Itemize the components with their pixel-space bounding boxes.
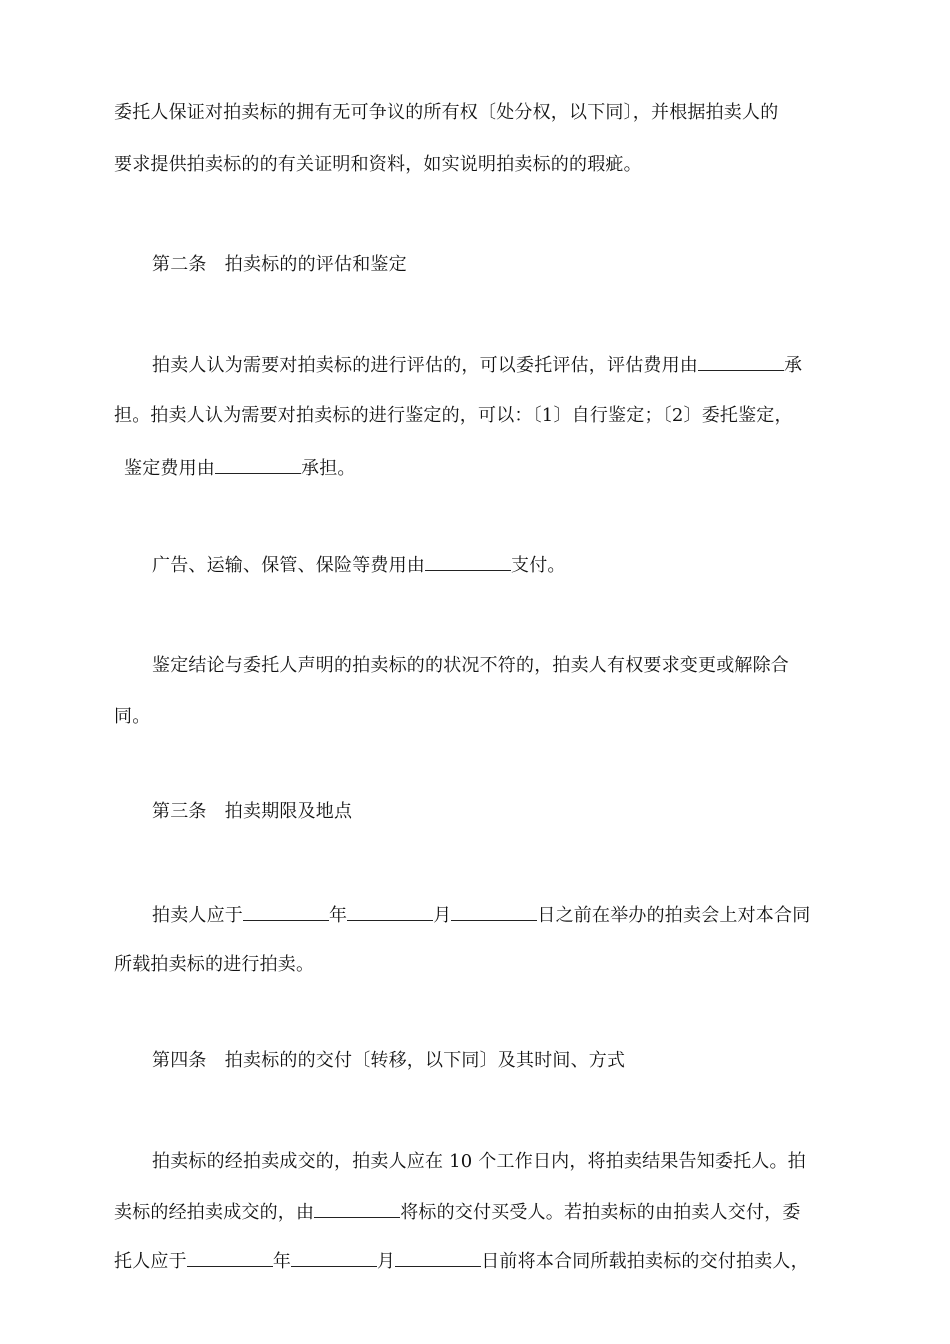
text-run: 托人应于 bbox=[114, 1251, 187, 1272]
paragraph-line bbox=[152, 902, 882, 928]
paragraph-line bbox=[114, 404, 844, 428]
fill-in-blank bbox=[425, 552, 511, 571]
text-run: 承 bbox=[784, 355, 803, 376]
article-heading bbox=[152, 800, 882, 824]
paragraph-line bbox=[114, 1248, 844, 1274]
text-run: 第四条 拍卖标的的交付〔转移，以下同〕及其时间、方式 bbox=[152, 1050, 626, 1071]
text-run: 鉴定费用由 bbox=[124, 458, 215, 479]
text-run: 担。拍卖人认为需要对拍卖标的进行鉴定的，可以：〔1〕自行鉴定；〔2〕委托鉴定， bbox=[114, 405, 793, 426]
text-run: 日之前在举办的拍卖会上对本合同 bbox=[537, 905, 811, 926]
text-run: 拍卖人认为需要对拍卖标的进行评估的，可以委托评估，评估费用由 bbox=[152, 355, 698, 376]
paragraph-line bbox=[152, 352, 882, 378]
paragraph-line bbox=[152, 552, 882, 578]
paragraph-line bbox=[152, 1150, 882, 1174]
paragraph-line bbox=[114, 705, 844, 729]
text-run: 将标的交付买受人。若拍卖标的由拍卖人交付，委 bbox=[400, 1202, 801, 1223]
paragraph-line bbox=[114, 1199, 844, 1225]
paragraph-line bbox=[124, 455, 854, 481]
text-run: 月 bbox=[433, 905, 452, 926]
text-run: 同。 bbox=[114, 706, 151, 727]
text-run: 拍卖标的经拍卖成交的，拍卖人应在 10 个工作日内，将拍卖结果告知委托人。拍 bbox=[152, 1151, 806, 1172]
text-run: 支付。 bbox=[511, 555, 566, 576]
text-run: 年 bbox=[272, 1251, 292, 1272]
paragraph-line bbox=[152, 654, 882, 678]
paragraph-line bbox=[114, 153, 844, 177]
article-heading bbox=[152, 1049, 882, 1073]
fill-in-blank bbox=[187, 1248, 273, 1267]
text-run: 第三条 拍卖期限及地点 bbox=[152, 801, 353, 822]
text-run: 要求提供拍卖标的的有关证明和资料，如实说明拍卖标的的瑕疵。 bbox=[114, 154, 642, 175]
paragraph-line bbox=[114, 101, 844, 125]
paragraph-line bbox=[114, 953, 844, 977]
article-heading bbox=[152, 253, 882, 277]
fill-in-blank bbox=[291, 1248, 377, 1267]
text-run: 拍卖人应于 bbox=[152, 905, 243, 926]
text-run: 广告、运输、保管、保险等费用由 bbox=[152, 555, 425, 576]
text-run: 月 bbox=[377, 1251, 396, 1272]
text-run: 委托人保证对拍卖标的拥有无可争议的所有权〔处分权，以下同〕，并根据拍卖人的 bbox=[114, 102, 779, 123]
text-run: 第二条 拍卖标的的评估和鉴定 bbox=[152, 254, 407, 275]
text-run: 日前将本合同所载拍卖标的交付拍卖人， bbox=[481, 1251, 809, 1272]
fill-in-blank bbox=[215, 455, 301, 474]
fill-in-blank bbox=[698, 352, 784, 371]
fill-in-blank bbox=[314, 1199, 400, 1218]
fill-in-blank bbox=[451, 902, 537, 921]
fill-in-blank bbox=[395, 1248, 481, 1267]
text-run: 卖标的经拍卖成交的，由 bbox=[114, 1202, 315, 1223]
text-run: 所载拍卖标的进行拍卖。 bbox=[114, 954, 315, 975]
text-run: 承担。 bbox=[301, 458, 356, 479]
fill-in-blank bbox=[243, 902, 329, 921]
fill-in-blank bbox=[347, 902, 433, 921]
text-run: 鉴定结论与委托人声明的拍卖标的的状况不符的，拍卖人有权要求变更或解除合 bbox=[152, 655, 789, 676]
text-run: 年 bbox=[329, 905, 348, 926]
